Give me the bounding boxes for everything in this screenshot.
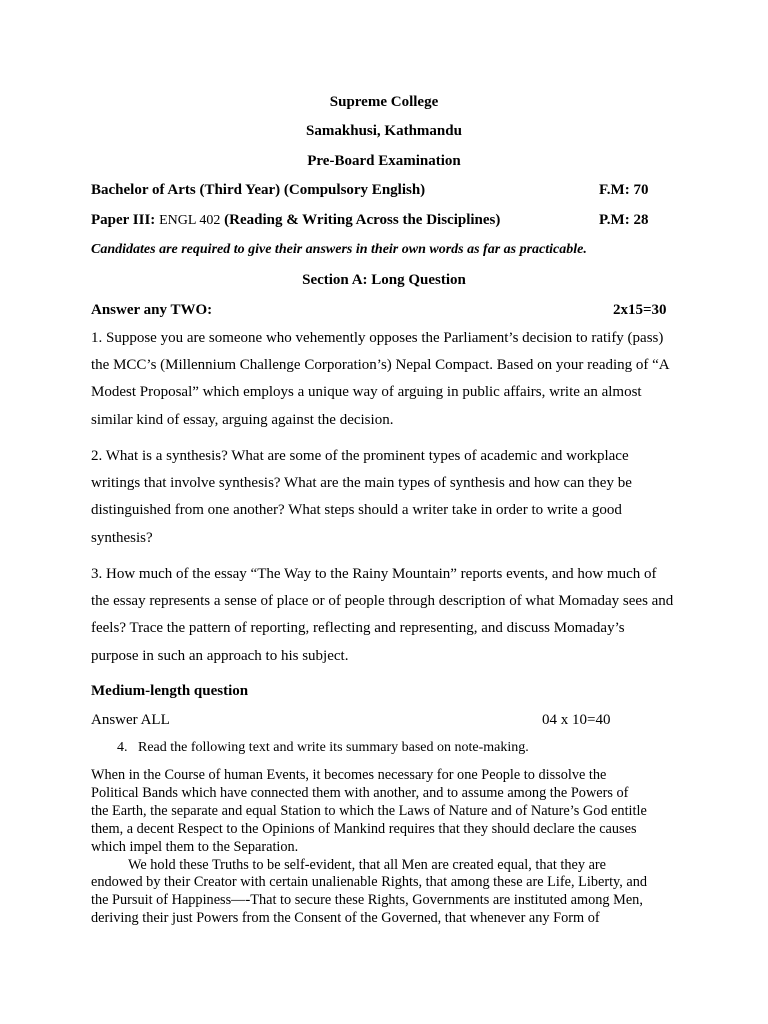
passage-line: endowed by their Creator with certain unalienable Rights, that among these are Life, Liberty, and	[91, 874, 648, 891]
question-1	[91, 325, 691, 434]
college-name: Supreme College	[329, 94, 439, 110]
question-line: purpose in such an approach to his subject.	[91, 647, 349, 664]
pass-marks: P.M: 28	[599, 212, 649, 228]
passage-line: deriving their just Powers from the Consent of the Governed, that whenever any Form of	[91, 910, 600, 927]
full-marks: F.M: 70	[599, 182, 649, 198]
candidate-instruction: Candidates are required to give their answers in their own words as far as practicable.	[91, 242, 587, 257]
question-line: 3. How much of the essay “The Way to the Rainy Mountain” reports events, and how much of	[91, 566, 657, 582]
paper-code: ENGL 402	[159, 213, 221, 228]
question-3	[91, 561, 691, 670]
section-b-marks: 04 x 10=40	[542, 712, 611, 728]
passage-line: We hold these Truths to be self-evident, that all Men are created equal, that they are	[128, 856, 607, 873]
question-2	[91, 443, 691, 552]
paper-title: (Reading & Writing Across the Disciplines)	[224, 212, 501, 228]
section-b-title: Medium-length question	[91, 683, 249, 699]
paper-prefix: Paper III:	[91, 212, 156, 228]
question-line: the essay represents a sense of place or of people through description of what Momaday sees and	[91, 593, 674, 610]
passage-line: Political Bands which have connected them with another, and to assume among the Powers of	[91, 784, 629, 801]
section-a-marks: 2x15=30	[613, 302, 667, 318]
question-line: 2. What is a synthesis? What are some of the prominent types of academic and workplace	[91, 448, 629, 464]
question-line: feels? Trace the pattern of reporting, reflecting and representing, and discuss Momaday’s	[91, 620, 625, 637]
question-line: synthesis?	[91, 529, 153, 546]
question-line: the MCC’s (Millennium Challenge Corporation’s) Nepal Compact. Based on your reading of “A	[91, 357, 670, 374]
question-line: writings that involve synthesis? What are the main types of synthesis and how can they be	[91, 475, 632, 492]
passage-line: the Earth, the separate and equal Station to which the Laws of Nature and of Nature’s God entitle	[91, 802, 647, 819]
question-line: similar kind of essay, arguing against the decision.	[91, 411, 394, 428]
section-b-answer-label: Answer ALL	[91, 712, 170, 728]
question-line: 1. Suppose you are someone who vehemently opposes the Parliament’s decision to ratify (pass)	[91, 330, 664, 346]
passage-line: When in the Course of human Events, it becomes necessary for one People to dissolve the	[91, 767, 607, 783]
passage-line: them, a decent Respect to the Opinions of Mankind requires that they should declare the causes	[91, 820, 637, 837]
course-name: Bachelor of Arts (Third Year) (Compulsory English)	[91, 182, 426, 198]
passage-line: which impel them to the Separation.	[91, 838, 299, 855]
section-a-title: Section A: Long Question	[302, 272, 466, 288]
summary-passage	[91, 767, 691, 928]
question-line: Modest Proposal” which employs a unique way of arguing in public affairs, write an almost	[91, 384, 642, 401]
question-line: distinguished from one another? What steps should a writer take in order to write a good	[91, 502, 622, 519]
section-a-answer-label: Answer any TWO:	[91, 302, 213, 318]
question-4: 4. Read the following text and write its summary based on note-making.	[117, 740, 529, 755]
paper-line	[91, 212, 500, 229]
exam-title: Pre-Board Examination	[307, 153, 461, 169]
college-location: Samakhusi, Kathmandu	[306, 123, 462, 139]
passage-line: the Pursuit of Happiness—-That to secure these Rights, Governments are instituted among Men,	[91, 892, 643, 909]
